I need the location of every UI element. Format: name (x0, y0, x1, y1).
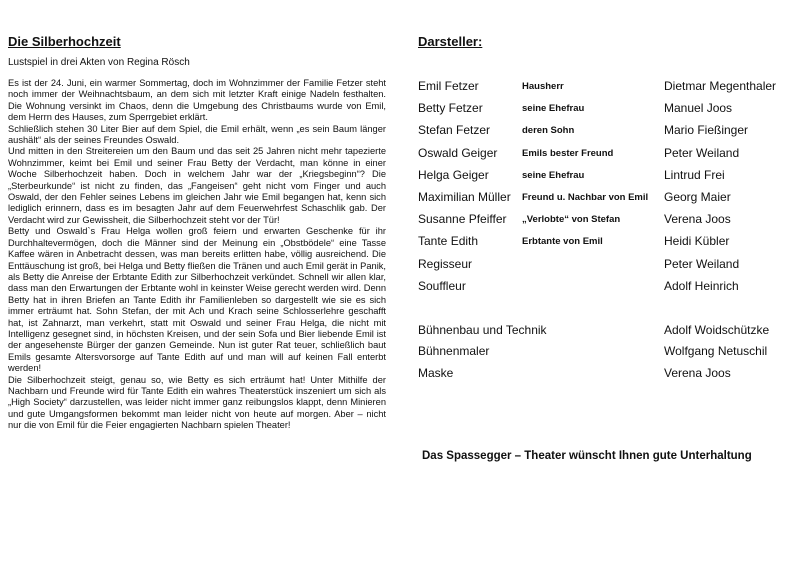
cast-role: Oswald Geiger (418, 145, 498, 160)
cast-list (418, 79, 796, 301)
cast-row (418, 123, 796, 145)
cast-role: Stefan Fetzer (418, 123, 491, 138)
synopsis-text (8, 78, 386, 432)
cast-row (418, 279, 796, 301)
crew-member: Adolf Woidschützke (664, 322, 770, 337)
cast-description: „Verlobte“ von Stefan (522, 214, 621, 226)
cast-heading: Darsteller: (418, 34, 483, 49)
cast-description: deren Sohn (522, 125, 575, 137)
synopsis-paragraph: Die Silberhochzeit steigt, genau so, wie Betty es sich erträumt hat! Unter Mithilfe der Nachbarn und Freunde wird für Tante Edith ein wahres Theaterstück inszeniert um sich als „High Society“ darzustellen, was leider nicht immer ganz reibungslos klappt, denn Minieren und gute Umgangsformen bekommt man leider nicht von heute auf morgen. Aber – nicht nur die von Emil für die Feier engagierten Nachbarn spielen Theater! (8, 374, 386, 431)
cast-description: seine Ehefrau (522, 169, 585, 181)
cast-row (418, 101, 796, 123)
cast-description: Emils bester Freund (522, 147, 614, 159)
crew-role: Maske (418, 365, 454, 380)
cast-actor: Adolf Heinrich (664, 278, 739, 293)
crew-row (418, 323, 796, 345)
cast-row (418, 257, 796, 279)
synopsis-column (8, 34, 386, 432)
cast-row (418, 234, 796, 256)
cast-description: Erbtante von Emil (522, 236, 603, 248)
cast-description: seine Ehefrau (522, 103, 585, 115)
crew-role: Bühnenbau und Technik (418, 322, 547, 337)
synopsis-paragraph: Es ist der 24. Juni, ein warmer Sommertag, doch im Wohnzimmer der Familie Fetzer steht noch immer der Weihnachtsbaum, an dem sich mit letzter Kraft einige Nadeln festhalten. Die Wohnung versinkt im Chaos, denn die Umgebung des Christbaums wurde von Emil, dem Herrn des Hauses, zum Sperrgebiet erklärt. (8, 78, 386, 123)
cast-actor: Verena Joos (664, 212, 731, 227)
play-subtitle: Lustspiel in drei Akten von Regina Rösch (8, 57, 190, 68)
cast-actor: Lintrud Frei (664, 167, 725, 182)
cast-row (418, 212, 796, 234)
cast-role: Tante Edith (418, 234, 479, 249)
cast-row (418, 79, 796, 101)
cast-actor: Mario Fießinger (664, 123, 749, 138)
play-title: Die Silberhochzeit (8, 34, 121, 49)
cast-actor: Dietmar Megenthaler (664, 79, 777, 93)
cast-actor: Peter Weiland (664, 256, 740, 271)
cast-role: Betty Fetzer (418, 101, 483, 116)
cast-actor: Peter Weiland (664, 145, 740, 160)
cast-role: Helga Geiger (418, 167, 489, 182)
cast-description: Freund u. Nachbar von Emil (522, 191, 649, 203)
crew-member: Verena Joos (664, 365, 731, 380)
cast-role: Souffleur (418, 278, 466, 293)
cast-description: Hausherr (522, 81, 564, 92)
cast-row (418, 146, 796, 168)
cast-role: Emil Fetzer (418, 79, 479, 93)
footer-greeting: Das Spassegger – Theater wünscht Ihnen gute Unterhaltung (422, 450, 752, 462)
crew-row (418, 344, 796, 366)
synopsis-paragraph: Betty und Oswald`s Frau Helga wollen groß feiern und erwarten Geschenke für ihr Durchhaltevermögen, doch die Männer sind der Meinung ein „Obstbödele“ eine Tasse Kaffee wären in Anbetracht dessen, was man bereits erlitten habe, völlig ausreichend. Die Enttäuschung ist groß, bei Helga und Betty fließen die Tränen und auch Emil gerät in Panik, als Betty die Anreise der Erbtante Edith zur Silberhochzeit verkündet. Schnell wir allen klar, dass man den Erwartungen der Erbtante wohl in keinster Weise gerecht werden wird. Denn Betty hat in ihren Briefen an Tante Edith ihr Familienleben so dargestellt wie sie es sich immer erträumt hat. Sohn Stefan, der mit Ach und Krach seine Schlosserlehre geschafft hat, ist Zahnarzt, man verkehrt, statt mit Oswald und seiner Frau Helga, die nicht mit Intelligenz gesegnet sind, in höchsten Kreisen, und der sein Sofa und Bier liebende Emil ist der angesehenste Bürger der ganzen Gemeinde. Nun ist guter Rat teuer, schließlich baut Emils gesamte Altersvorsorge auf Tante Edith auf und man will auf keinen Fall enterbt werden! (8, 226, 386, 374)
cast-column (418, 34, 796, 387)
cast-actor: Georg Maier (664, 189, 731, 204)
cast-row (418, 168, 796, 190)
synopsis-paragraph: Schließlich stehen 30 Liter Bier auf dem Spiel, die Emil erhält, wenn „es sein Baum länger aushält“ als der seines Freundes Oswald. (8, 123, 386, 146)
crew-role: Bühnenmaler (418, 344, 490, 359)
cast-row (418, 190, 796, 212)
crew-member: Wolfgang Netuschil (664, 344, 768, 359)
cast-role: Maximilian Müller (418, 189, 511, 204)
cast-role: Susanne Pfeiffer (418, 212, 507, 227)
cast-actor: Manuel Joos (664, 101, 733, 116)
crew-list (418, 323, 796, 388)
cast-actor: Heidi Kübler (664, 234, 730, 249)
synopsis-paragraph: Und mitten in den Streitereien um den Baum und das seit 25 Jahren nicht mehr tapezierte Wohnzimmer, keimt bei Emil und seiner Frau Betty der Verdacht, man könne in einer Woche Silberhochzeit haben. Doch in welchem Jahr war der „Kriegsbeginn“? Die „Sterbeurkunde“ ist nicht zu finden, das „Fangeisen“ geht nicht vom Finger und auch Oswald, der den Fehler seines Lebens im gleichen Jahr wie Emil begangen hat, kenn sich lediglich erinnern, dass es im besagten Jahr auf dem Feuerwehrfest Schaschlik gab. Der Verdacht wird zur Gewissheit, die Silberhochzeit steht vor der Tür! (8, 146, 386, 225)
crew-row (418, 366, 796, 388)
cast-role: Regisseur (418, 256, 473, 271)
